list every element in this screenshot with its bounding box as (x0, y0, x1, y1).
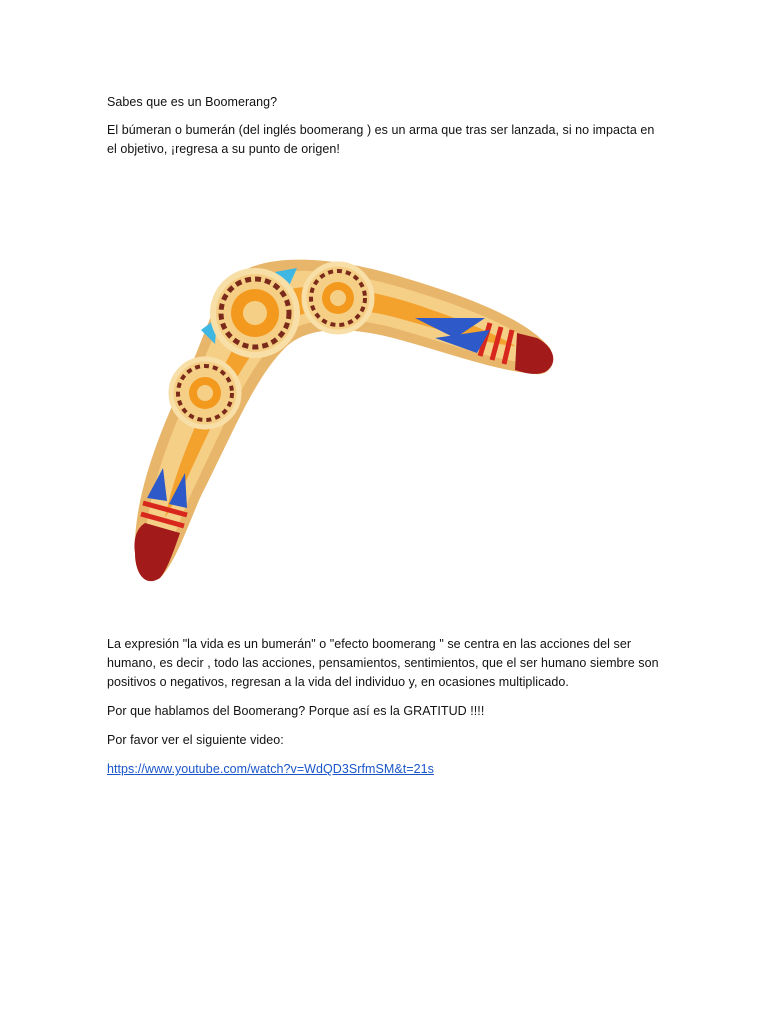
video-prompt: Por favor ver el siguiente video: (107, 733, 284, 747)
gratitude-line: Por que hablamos del Boomerang? Porque así es la GRATITUD !!!! (107, 704, 485, 718)
boomerang-icon (105, 198, 570, 593)
expression-paragraph: La expresión "la vida es un bumerán" o "efecto boomerang " se centra en las acciones del ser humano, es decir , todo las acciones, pensamientos, sentimientos, que el ser humano siembre son positivos o negativos, regresan a la vida del individuo y, en ocasiones multiplicado. (107, 637, 659, 689)
video-link-line (107, 760, 667, 779)
question-heading: Sabes que es un Boomerang? (107, 95, 278, 109)
boomerang-illustration (105, 198, 570, 593)
intro-paragraph: El búmeran o bumerán (del inglés boomerang ) es un arma que tras ser lanzada, si no impacta en el objetivo, ¡regresa a su punto de origen! (107, 123, 655, 156)
video-link[interactable]: https://www.youtube.com/watch?v=WdQD3SrfmSM&t=21s (107, 762, 434, 776)
